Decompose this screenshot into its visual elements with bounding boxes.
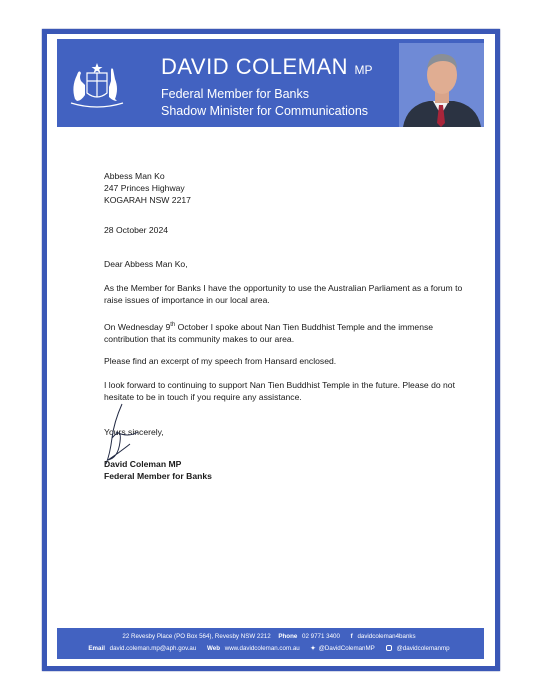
instagram-contact[interactable] — [386, 645, 453, 652]
web-contact[interactable] — [207, 645, 303, 652]
letter-frame — [42, 29, 500, 671]
twitter-contact[interactable] — [310, 645, 377, 652]
signatory-role: Federal Member for Banks — [104, 471, 212, 481]
facebook-handle: davidcoleman4banks — [357, 633, 416, 640]
paragraph-4: I look forward to continuing to support Nan Tien Buddhist Temple in the future. Please do not hesitate to be in touch if you require any assistance. — [104, 380, 455, 403]
phone-number: 02 9771 3400 — [302, 633, 340, 640]
member-role-electorate: Federal Member for Banks — [161, 87, 309, 101]
web-label: Web — [207, 645, 220, 652]
web-address: www.davidcoleman.com.au — [224, 645, 300, 652]
twitter-handle: @DavidColemanMP — [318, 645, 375, 652]
footer-line-1 — [57, 633, 484, 640]
email-contact[interactable] — [88, 645, 199, 652]
paragraph-3: Please find an excerpt of my speech from Hansard enclosed. — [104, 356, 337, 366]
office-address: 22 Revesby Place (PO Box 564), Revesby NSW 2212 — [122, 633, 271, 640]
email-label: Email — [88, 645, 105, 652]
signatory-name: David Coleman MP — [104, 459, 182, 469]
closing: Yours sincerely, — [104, 427, 164, 437]
instagram-icon — [386, 645, 392, 651]
paragraph-2 — [104, 319, 464, 345]
recipient-address — [104, 170, 191, 207]
paragraph-1: As the Member for Banks I have the opportunity to use the Australian Parliament as a forum to raise issues of importance in our local area. — [104, 283, 463, 306]
paragraph-2-ordinal: th — [170, 322, 176, 328]
paragraph-2-end: October I spoke about Nan Tien Buddhist Temple and the immense contribution that its community makes to our area. — [104, 321, 434, 345]
facebook-contact[interactable] — [351, 633, 419, 640]
phone-contact — [278, 633, 343, 640]
member-role-shadow: Shadow Minister for Communications — [161, 104, 369, 118]
coat-of-arms-logo — [65, 59, 129, 115]
portrait-photo — [399, 43, 484, 127]
member-name-text: DAVID COLEMAN — [161, 54, 349, 79]
salutation: Dear Abbess Man Ko, — [104, 259, 188, 269]
facebook-icon: f — [350, 633, 353, 640]
letterhead-banner — [57, 39, 484, 127]
member-name — [161, 54, 372, 80]
letter-date: 28 October 2024 — [104, 225, 169, 235]
phone-label: Phone — [278, 633, 298, 640]
recipient-suburb: KOGARAH NSW 2217 — [104, 195, 191, 206]
letter-page — [47, 34, 495, 666]
recipient-name: Abbess Man Ko — [104, 171, 165, 181]
email-address: david.coleman.mp@aph.gov.au — [109, 645, 197, 652]
recipient-street: 247 Princes Highway — [104, 183, 185, 194]
post-nominal: MP — [354, 63, 373, 77]
contact-footer — [57, 628, 484, 659]
twitter-icon: ✦ — [310, 645, 316, 652]
instagram-handle: @davidcolemanmp — [396, 645, 450, 652]
footer-line-2 — [57, 645, 484, 652]
paragraph-2-start: On Wednesday 9 — [104, 321, 171, 332]
